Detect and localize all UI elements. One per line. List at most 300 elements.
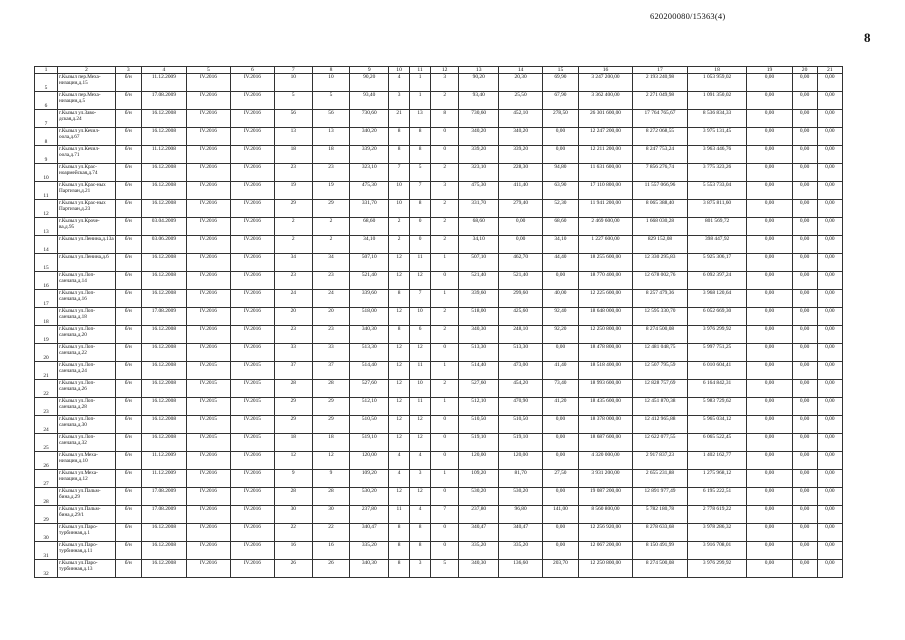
- table-cell: 6 092 397,24: [687, 272, 747, 290]
- table-cell: 6 195 222,51: [687, 488, 747, 506]
- table-cell: 228,30: [499, 164, 543, 182]
- table-cell: 23: [274, 326, 312, 344]
- table-cell: 52,30: [543, 200, 579, 218]
- table-body: [35, 67, 843, 578]
- table-cell: 03.06.2009: [141, 236, 186, 254]
- table-cell: IV.2015: [230, 416, 274, 434]
- table-cell: 23: [312, 272, 350, 290]
- table-cell: 0,00: [747, 218, 792, 236]
- table-cell: 510,50: [350, 416, 389, 434]
- table-cell: 13: [410, 110, 431, 128]
- table-cell: б/н: [115, 92, 141, 110]
- table-row: [35, 92, 843, 110]
- row-number-cell: 30: [35, 524, 58, 542]
- table-row: [35, 524, 843, 542]
- table-cell: 0,00: [817, 146, 842, 164]
- table-cell: 16.12.2008: [141, 416, 186, 434]
- table-cell: 90,20: [459, 74, 499, 92]
- table-cell: 470,90: [499, 398, 543, 416]
- table-cell: 2: [312, 236, 350, 254]
- table-cell: 12: [389, 416, 410, 434]
- table-cell: 16.12.2008: [141, 326, 186, 344]
- table-cell: 3 963 446,76: [687, 146, 747, 164]
- table-cell: б/н: [115, 452, 141, 470]
- table-cell: 0,00: [543, 542, 579, 560]
- table-cell: 34,10: [543, 236, 579, 254]
- table-cell: б/н: [115, 272, 141, 290]
- row-number-cell: 32: [35, 560, 58, 578]
- table-cell: 0,00: [817, 434, 842, 452]
- table-cell: 335,20: [350, 542, 389, 560]
- table-cell: 512,10: [459, 398, 499, 416]
- table-cell: 29: [274, 398, 312, 416]
- table-cell: 2 655 231,88: [633, 470, 687, 488]
- table-cell: 0,00: [792, 452, 817, 470]
- table-cell: 12: [389, 398, 410, 416]
- table-row: [35, 416, 843, 434]
- table-cell: IV.2016: [186, 542, 230, 560]
- table-cell: 56: [274, 110, 312, 128]
- table-cell: IV.2016: [186, 560, 230, 578]
- table-cell: 9: [312, 470, 350, 488]
- table-cell: IV.2016: [186, 236, 230, 254]
- table-cell: 1: [431, 362, 459, 380]
- table-cell: IV.2016: [230, 506, 274, 524]
- table-cell: 0: [431, 488, 459, 506]
- table-cell: 3 931 200,00: [578, 470, 632, 488]
- table-cell: 8 247 753,24: [633, 146, 687, 164]
- table-cell: б/н: [115, 254, 141, 272]
- table-cell: 68,60: [350, 218, 389, 236]
- column-number-cell: 7: [274, 67, 312, 74]
- table-cell: IV.2016: [186, 452, 230, 470]
- table-cell: 527,60: [459, 380, 499, 398]
- table-cell: 136,60: [499, 560, 543, 578]
- row-number-cell: 17: [35, 290, 58, 308]
- table-cell: 20,30: [499, 74, 543, 92]
- table-cell: 2: [312, 218, 350, 236]
- table-cell: 17 110 800,00: [578, 182, 632, 200]
- table-cell: 12 507 795,59: [633, 362, 687, 380]
- table-cell: 16.12.2008: [141, 362, 186, 380]
- table-cell: 475,30: [350, 182, 389, 200]
- table-cell: IV.2016: [186, 272, 230, 290]
- table-cell: 510,50: [499, 416, 543, 434]
- table-cell: 0,00: [792, 470, 817, 488]
- table-cell: IV.2016: [186, 182, 230, 200]
- table-cell: 6: [410, 326, 431, 344]
- table-cell: 16.12.2008: [141, 560, 186, 578]
- table-cell: 0,00: [792, 434, 817, 452]
- address-cell: г.Кызыл ул.Лоп-санчапа,д.18: [58, 308, 116, 326]
- table-cell: 8: [410, 524, 431, 542]
- table-cell: 0,00: [792, 326, 817, 344]
- table-cell: 25,50: [499, 92, 543, 110]
- table-cell: 10: [410, 380, 431, 398]
- table-cell: IV.2016: [230, 236, 274, 254]
- table-cell: 0,00: [747, 146, 792, 164]
- table-cell: б/н: [115, 308, 141, 326]
- table-cell: 0,00: [747, 92, 792, 110]
- column-number-cell: 18: [687, 67, 747, 74]
- table-cell: 0: [431, 524, 459, 542]
- table-cell: 41,20: [543, 398, 579, 416]
- table-cell: б/н: [115, 542, 141, 560]
- table-cell: 507,10: [459, 254, 499, 272]
- table-cell: 2: [431, 326, 459, 344]
- table-cell: IV.2015: [186, 380, 230, 398]
- table-cell: 30: [312, 506, 350, 524]
- table-cell: 18 770 400,00: [578, 272, 632, 290]
- row-number-cell: 27: [35, 470, 58, 488]
- table-cell: 18 993 600,00: [578, 380, 632, 398]
- table-cell: 11: [410, 254, 431, 272]
- column-number-cell: 1: [35, 67, 58, 74]
- table-cell: 8: [389, 524, 410, 542]
- table-cell: 0,00: [792, 74, 817, 92]
- table-cell: б/н: [115, 74, 141, 92]
- table-cell: 0,00: [747, 470, 792, 488]
- table-cell: 109,20: [350, 470, 389, 488]
- table-cell: 0,00: [747, 560, 792, 578]
- table-cell: 12 067 200,00: [578, 542, 632, 560]
- table-cell: 90,20: [350, 74, 389, 92]
- table-cell: 0,00: [747, 254, 792, 272]
- table-cell: 0: [431, 272, 459, 290]
- address-cell: г.Кызыл ул.Крас-ных Партизан,д.21: [58, 182, 116, 200]
- table-cell: 7: [431, 506, 459, 524]
- table-cell: 475,30: [459, 182, 499, 200]
- table-cell: 28: [312, 488, 350, 506]
- table-cell: 11.12.2008: [141, 146, 186, 164]
- table-cell: IV.2016: [230, 110, 274, 128]
- table-cell: 411,40: [499, 182, 543, 200]
- table-cell: 11 631 600,00: [578, 164, 632, 182]
- table-cell: 18: [312, 146, 350, 164]
- table-cell: 2: [431, 236, 459, 254]
- table-cell: 8 536 834,33: [687, 110, 747, 128]
- table-cell: IV.2015: [230, 362, 274, 380]
- row-number-cell: 6: [35, 92, 58, 110]
- table-cell: б/н: [115, 164, 141, 182]
- table-cell: 0,00: [792, 560, 817, 578]
- table-cell: 18 378 000,00: [578, 416, 632, 434]
- table-cell: 335,20: [459, 542, 499, 560]
- table-cell: 2: [431, 164, 459, 182]
- table-cell: 0,00: [817, 308, 842, 326]
- table-cell: б/н: [115, 470, 141, 488]
- table-cell: 24: [274, 290, 312, 308]
- table-cell: б/н: [115, 326, 141, 344]
- table-cell: 8 257 479,36: [633, 290, 687, 308]
- column-number-cell: 11: [410, 67, 431, 74]
- table-cell: 120,00: [459, 452, 499, 470]
- table-cell: 2 193 240,98: [633, 74, 687, 92]
- table-cell: 8 560 800,00: [578, 506, 632, 524]
- table-cell: 519,10: [499, 434, 543, 452]
- table-cell: 0,00: [792, 128, 817, 146]
- table-cell: 41,40: [543, 362, 579, 380]
- table-cell: 0,00: [817, 92, 842, 110]
- table-cell: 0,00: [792, 506, 817, 524]
- address-cell: г.Кызыл ул.Кечил-оола,д.71: [58, 146, 116, 164]
- table-cell: 12 250 800,00: [578, 326, 632, 344]
- table-cell: 29: [274, 200, 312, 218]
- table-cell: 299,60: [499, 290, 543, 308]
- row-number-cell: 9: [35, 146, 58, 164]
- table-cell: 0: [431, 416, 459, 434]
- table-cell: 16.12.2008: [141, 200, 186, 218]
- table-cell: 12 256 920,00: [578, 524, 632, 542]
- table-cell: 56: [312, 110, 350, 128]
- table-cell: 63,90: [543, 182, 579, 200]
- table-cell: 68,60: [543, 218, 579, 236]
- table-cell: IV.2016: [230, 560, 274, 578]
- row-number-cell: 7: [35, 110, 58, 128]
- table-cell: 0,00: [747, 542, 792, 560]
- table-cell: 0,00: [792, 110, 817, 128]
- table-cell: 6 065 522,45: [687, 434, 747, 452]
- table-cell: 11.12.2009: [141, 452, 186, 470]
- table-cell: 120,00: [499, 452, 543, 470]
- table-cell: б/н: [115, 200, 141, 218]
- table-cell: 0,00: [747, 110, 792, 128]
- table-cell: 11: [389, 506, 410, 524]
- table-cell: 8 150 491,99: [633, 542, 687, 560]
- column-number-cell: 19: [747, 67, 792, 74]
- table-cell: 0,00: [817, 362, 842, 380]
- table-cell: 1: [431, 254, 459, 272]
- row-number-cell: 19: [35, 326, 58, 344]
- table-cell: 24: [312, 290, 350, 308]
- row-number-cell: 11: [35, 182, 58, 200]
- table-cell: 12 250 800,00: [578, 560, 632, 578]
- column-number-cell: 6: [230, 67, 274, 74]
- table-cell: 18 687 600,00: [578, 434, 632, 452]
- table-cell: 8: [389, 146, 410, 164]
- table-cell: 8: [410, 146, 431, 164]
- table-cell: IV.2016: [186, 344, 230, 362]
- table-cell: 0,00: [499, 218, 543, 236]
- table-cell: IV.2015: [186, 434, 230, 452]
- table-cell: 0,00: [792, 146, 817, 164]
- table-cell: б/н: [115, 290, 141, 308]
- table-cell: 30: [274, 506, 312, 524]
- table-cell: IV.2016: [186, 308, 230, 326]
- table-cell: 0,00: [792, 344, 817, 362]
- table-cell: 13: [274, 128, 312, 146]
- table-cell: 12: [389, 380, 410, 398]
- table-cell: 5: [410, 164, 431, 182]
- table-cell: 12 247 200,00: [578, 128, 632, 146]
- table-cell: 3 978 286,32: [687, 524, 747, 542]
- table-cell: IV.2016: [230, 470, 274, 488]
- table-cell: 8: [389, 326, 410, 344]
- row-number-cell: 29: [35, 506, 58, 524]
- table-cell: 8 272 068,55: [633, 128, 687, 146]
- table-cell: 68,60: [459, 218, 499, 236]
- table-cell: 0,00: [543, 146, 579, 164]
- column-number-cell: 15: [543, 67, 579, 74]
- table-cell: 2: [431, 92, 459, 110]
- table-cell: 16.12.2008: [141, 524, 186, 542]
- table-cell: 331,70: [350, 200, 389, 218]
- address-cell: г.Кызыл ул.Кроче-ва,д.95: [58, 218, 116, 236]
- table-cell: 0,00: [792, 92, 817, 110]
- table-cell: 8: [389, 542, 410, 560]
- table-cell: 12: [389, 362, 410, 380]
- table-cell: б/н: [115, 506, 141, 524]
- table-cell: 0,00: [817, 110, 842, 128]
- table-cell: 335,20: [499, 542, 543, 560]
- table-cell: 530,20: [499, 488, 543, 506]
- table-cell: IV.2016: [186, 488, 230, 506]
- table-cell: 34: [274, 254, 312, 272]
- table-cell: IV.2016: [186, 470, 230, 488]
- table-cell: 521,40: [350, 272, 389, 290]
- table-cell: 0,00: [499, 236, 543, 254]
- table-cell: 339,20: [499, 146, 543, 164]
- table-cell: 19: [312, 182, 350, 200]
- table-cell: 518,00: [459, 308, 499, 326]
- table-cell: 340,30: [459, 560, 499, 578]
- table-cell: 0: [431, 542, 459, 560]
- table-cell: 3: [389, 92, 410, 110]
- table-cell: 3 976 299,92: [687, 326, 747, 344]
- table-cell: 473,00: [499, 362, 543, 380]
- table-row: [35, 254, 843, 272]
- table-cell: 513,30: [350, 344, 389, 362]
- table-cell: IV.2016: [230, 128, 274, 146]
- table-row: [35, 380, 843, 398]
- table-cell: 0,00: [817, 326, 842, 344]
- table-cell: 11.12.2009: [141, 74, 186, 92]
- table-cell: 17.08.2009: [141, 308, 186, 326]
- table-cell: б/н: [115, 524, 141, 542]
- table-cell: 0,00: [817, 542, 842, 560]
- table-cell: 12: [389, 434, 410, 452]
- address-cell: г.Кызыл ул.Лоп-санчапа,д.16: [58, 290, 116, 308]
- table-cell: 16: [274, 542, 312, 560]
- table-cell: 23: [274, 272, 312, 290]
- address-cell: г.Кызыл ул.Лоп-санчапа,д.32: [58, 434, 116, 452]
- table-cell: 5 983 729,62: [687, 398, 747, 416]
- table-cell: 0,00: [817, 164, 842, 182]
- table-cell: 67,90: [543, 92, 579, 110]
- table-cell: 12 330 295,83: [633, 254, 687, 272]
- table-cell: 530,20: [459, 488, 499, 506]
- table-cell: 27,50: [543, 470, 579, 488]
- table-cell: 0,00: [792, 236, 817, 254]
- table-cell: 0,00: [747, 326, 792, 344]
- table-cell: 0,00: [747, 344, 792, 362]
- table-cell: б/н: [115, 416, 141, 434]
- table-cell: 323,10: [350, 164, 389, 182]
- table-cell: 0,00: [747, 524, 792, 542]
- address-cell: г.Кызыл пер.Меха-низации,д.15: [58, 74, 116, 92]
- table-cell: 5 553 733,04: [687, 182, 747, 200]
- table-cell: 93,40: [459, 92, 499, 110]
- column-number-cell: 17: [633, 67, 687, 74]
- table-cell: 19 087 200,00: [578, 488, 632, 506]
- table-cell: IV.2016: [230, 74, 274, 92]
- table-cell: 12 211 200,00: [578, 146, 632, 164]
- table-row: [35, 182, 843, 200]
- table-cell: 248,10: [499, 326, 543, 344]
- table-cell: 0,00: [543, 524, 579, 542]
- table-cell: 0,00: [792, 416, 817, 434]
- table-cell: 6 052 669,30: [687, 308, 747, 326]
- table-cell: 18: [274, 146, 312, 164]
- table-cell: б/н: [115, 110, 141, 128]
- table-cell: IV.2016: [230, 524, 274, 542]
- table-cell: 16.12.2008: [141, 380, 186, 398]
- table-cell: 0,00: [792, 542, 817, 560]
- table-cell: 16.12.2008: [141, 398, 186, 416]
- address-cell: г.Кызыл ул.Паро-турбинная,д.1: [58, 524, 116, 542]
- table-cell: 340,47: [459, 524, 499, 542]
- table-cell: 0: [410, 236, 431, 254]
- table-cell: 12: [389, 344, 410, 362]
- table-cell: 2 469 600,00: [578, 218, 632, 236]
- table-row: [35, 542, 843, 560]
- row-number-cell: 22: [35, 380, 58, 398]
- table-row: [35, 110, 843, 128]
- table-cell: б/н: [115, 560, 141, 578]
- table-cell: 18 518 400,00: [578, 362, 632, 380]
- table-cell: 519,10: [459, 434, 499, 452]
- table-cell: 0,00: [792, 398, 817, 416]
- address-cell: г.Кызыл ул.Лоп-санчапа,д.24: [58, 362, 116, 380]
- table-cell: 33: [274, 344, 312, 362]
- table-cell: IV.2016: [230, 344, 274, 362]
- table-cell: 10: [389, 200, 410, 218]
- table-cell: 2: [431, 218, 459, 236]
- table-cell: 12 451 870,38: [633, 398, 687, 416]
- table-cell: 1: [431, 290, 459, 308]
- table-cell: 0,00: [543, 128, 579, 146]
- table-cell: 10: [274, 74, 312, 92]
- table-cell: 29: [312, 398, 350, 416]
- table-cell: IV.2016: [186, 128, 230, 146]
- table-cell: 0,00: [747, 236, 792, 254]
- table-cell: 331,70: [459, 200, 499, 218]
- table-cell: 12: [410, 434, 431, 452]
- table-cell: 0: [410, 218, 431, 236]
- table-cell: 0: [431, 434, 459, 452]
- table-cell: 120,00: [350, 452, 389, 470]
- table-cell: 2: [274, 218, 312, 236]
- table-row: [35, 452, 843, 470]
- table-cell: 16.12.2008: [141, 254, 186, 272]
- address-cell: г.Кызыл ул.Меха-низации,д.12: [58, 470, 116, 488]
- table-cell: 0,00: [792, 218, 817, 236]
- table-cell: 5 782 180,78: [633, 506, 687, 524]
- table-cell: 7: [410, 182, 431, 200]
- table-cell: 0,00: [817, 236, 842, 254]
- table-cell: 527,60: [350, 380, 389, 398]
- table-cell: 40,00: [543, 290, 579, 308]
- table-cell: 81,70: [499, 470, 543, 488]
- table-cell: б/н: [115, 236, 141, 254]
- table-cell: 18 435 600,00: [578, 398, 632, 416]
- table-cell: 16.12.2008: [141, 272, 186, 290]
- table-cell: 1 668 030,28: [633, 218, 687, 236]
- table-cell: IV.2016: [230, 164, 274, 182]
- table-cell: 452,10: [499, 110, 543, 128]
- table-cell: 13: [312, 128, 350, 146]
- table-cell: 1: [410, 74, 431, 92]
